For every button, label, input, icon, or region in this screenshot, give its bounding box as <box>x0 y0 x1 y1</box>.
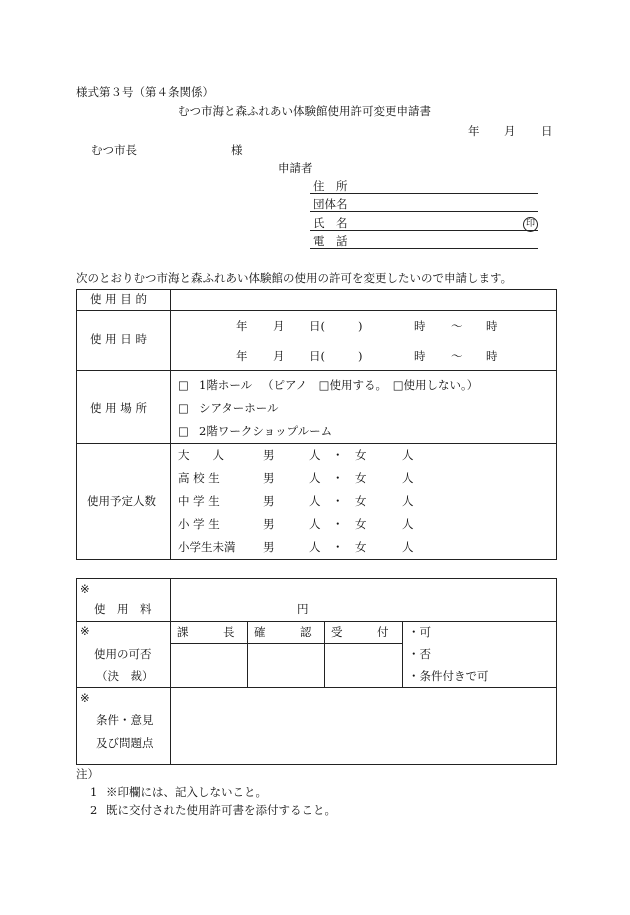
place-checkbox-2[interactable]: □ <box>178 401 189 415</box>
dt2-day[interactable]: 日( <box>309 349 325 363</box>
form-number: 様式第３号（第４条関係） <box>76 85 214 99</box>
office-mark-approval: ※ <box>80 624 90 638</box>
dt1-month[interactable]: 月 <box>273 319 285 333</box>
dt1-year[interactable]: 年 <box>236 319 248 333</box>
people-female: 女 <box>355 494 367 508</box>
people-dot: ・ <box>332 517 344 531</box>
people-label: 使用予定人数 <box>87 494 156 508</box>
people-female: 女 <box>355 471 367 485</box>
place-label: 使 用 場 所 <box>90 401 147 415</box>
intro-text: 次のとおりむつ市海と森ふれあい体験館の使用の許可を変更したいので申請します。 <box>76 271 513 285</box>
people-male: 男 <box>263 448 275 462</box>
people-unit2[interactable]: 人 <box>402 494 414 508</box>
addressee-honorific: 様 <box>231 143 243 157</box>
dt1-hour2[interactable]: 時 <box>486 319 498 333</box>
dt2-close: ) <box>358 349 363 363</box>
people-unit[interactable]: 人 <box>309 471 321 485</box>
dt2-hour2[interactable]: 時 <box>486 349 498 363</box>
place-label-3: 2階ワークショップルーム <box>199 424 333 438</box>
stamp-header-reception: 受 付 <box>331 625 389 639</box>
people-female: 女 <box>355 517 367 531</box>
address-underline <box>310 193 538 194</box>
people-unit2[interactable]: 人 <box>402 471 414 485</box>
datetime-label: 使 用 日 時 <box>90 332 147 346</box>
note-2-text: 既に交付された使用許可書を添付すること。 <box>106 803 336 817</box>
date-day[interactable]: 日 <box>541 124 553 138</box>
note-1-text: ※印欄には、記入しないこと。 <box>106 785 267 799</box>
form-title: むつ市海と森ふれあい体験館使用許可変更申請書 <box>178 104 431 118</box>
people-dot: ・ <box>332 448 344 462</box>
fee-label: 使 用 料 <box>94 602 152 616</box>
people-female: 女 <box>355 448 367 462</box>
people-dot: ・ <box>332 471 344 485</box>
date-month[interactable]: 月 <box>504 124 516 138</box>
people-category: 小学生未満 <box>178 540 236 554</box>
dt1-hour[interactable]: 時 <box>414 319 426 333</box>
decision-deny[interactable]: ・否 <box>408 647 431 661</box>
place-checkbox-3[interactable]: □ <box>178 424 189 438</box>
fee-unit: 円 <box>297 602 309 616</box>
people-dot: ・ <box>332 494 344 508</box>
dt2-tilde: 〜 <box>451 349 463 363</box>
people-category: 小 学 生 <box>178 517 220 531</box>
people-male: 男 <box>263 494 275 508</box>
name-label: 氏 名 <box>313 216 348 230</box>
dt1-day[interactable]: 日( <box>309 319 325 333</box>
dt2-month[interactable]: 月 <box>273 349 285 363</box>
approval-sublabel: （決 裁） <box>96 669 154 683</box>
name-underline <box>310 230 538 231</box>
people-category: 大 人 <box>178 448 224 462</box>
people-male: 男 <box>263 471 275 485</box>
piano-note[interactable]: （ピアノ □使用する。 □使用しない。） <box>262 378 479 392</box>
conditions-sublabel: 及び問題点 <box>96 736 154 750</box>
dt2-year[interactable]: 年 <box>236 349 248 363</box>
people-unit2[interactable]: 人 <box>402 448 414 462</box>
purpose-label: 使 用 目 的 <box>90 292 147 306</box>
people-unit[interactable]: 人 <box>309 517 321 531</box>
people-unit[interactable]: 人 <box>309 540 321 554</box>
approval-label: 使用の可否 <box>94 647 152 661</box>
stamp-header-section-chief: 課 長 <box>177 625 235 639</box>
place-label-1: 1階ホール <box>199 378 253 392</box>
notes-title: 注） <box>76 767 99 781</box>
purpose-field[interactable] <box>176 294 546 306</box>
office-mark-fee: ※ <box>80 582 90 596</box>
people-male: 男 <box>263 540 275 554</box>
people-female: 女 <box>355 540 367 554</box>
place-label-2: シアターホール <box>199 401 279 415</box>
address-label: 住 所 <box>313 179 348 193</box>
people-dot: ・ <box>332 540 344 554</box>
place-checkbox-1[interactable]: □ <box>178 378 189 392</box>
phone-label: 電 話 <box>313 234 348 248</box>
people-category: 中 学 生 <box>178 494 220 508</box>
usage-table-col-divider <box>170 289 171 559</box>
people-unit2[interactable]: 人 <box>402 517 414 531</box>
dt2-hour[interactable]: 時 <box>414 349 426 363</box>
stamp-header-confirm: 確 認 <box>254 625 312 639</box>
group-name-label: 団体名 <box>313 197 348 211</box>
people-category: 高 校 生 <box>178 471 220 485</box>
people-unit2[interactable]: 人 <box>402 540 414 554</box>
office-mark-conditions: ※ <box>80 691 90 705</box>
dt1-close: ) <box>358 319 363 333</box>
people-male: 男 <box>263 517 275 531</box>
decision-approve[interactable]: ・可 <box>408 625 431 639</box>
date-year[interactable]: 年 <box>468 124 480 138</box>
decision-conditional[interactable]: ・条件付きで可 <box>408 669 489 683</box>
dt1-tilde: 〜 <box>451 319 463 333</box>
addressee-name: むつ市長 <box>91 143 137 157</box>
conditions-label: 条件・意見 <box>96 713 154 727</box>
applicant-label: 申請者 <box>278 161 313 175</box>
seal-mark: 印 <box>523 217 538 232</box>
group-name-underline <box>310 211 538 212</box>
people-unit[interactable]: 人 <box>309 494 321 508</box>
note-1-number: 1 <box>90 785 98 799</box>
people-unit[interactable]: 人 <box>309 448 321 462</box>
phone-underline <box>310 248 538 249</box>
note-2-number: 2 <box>90 803 98 817</box>
